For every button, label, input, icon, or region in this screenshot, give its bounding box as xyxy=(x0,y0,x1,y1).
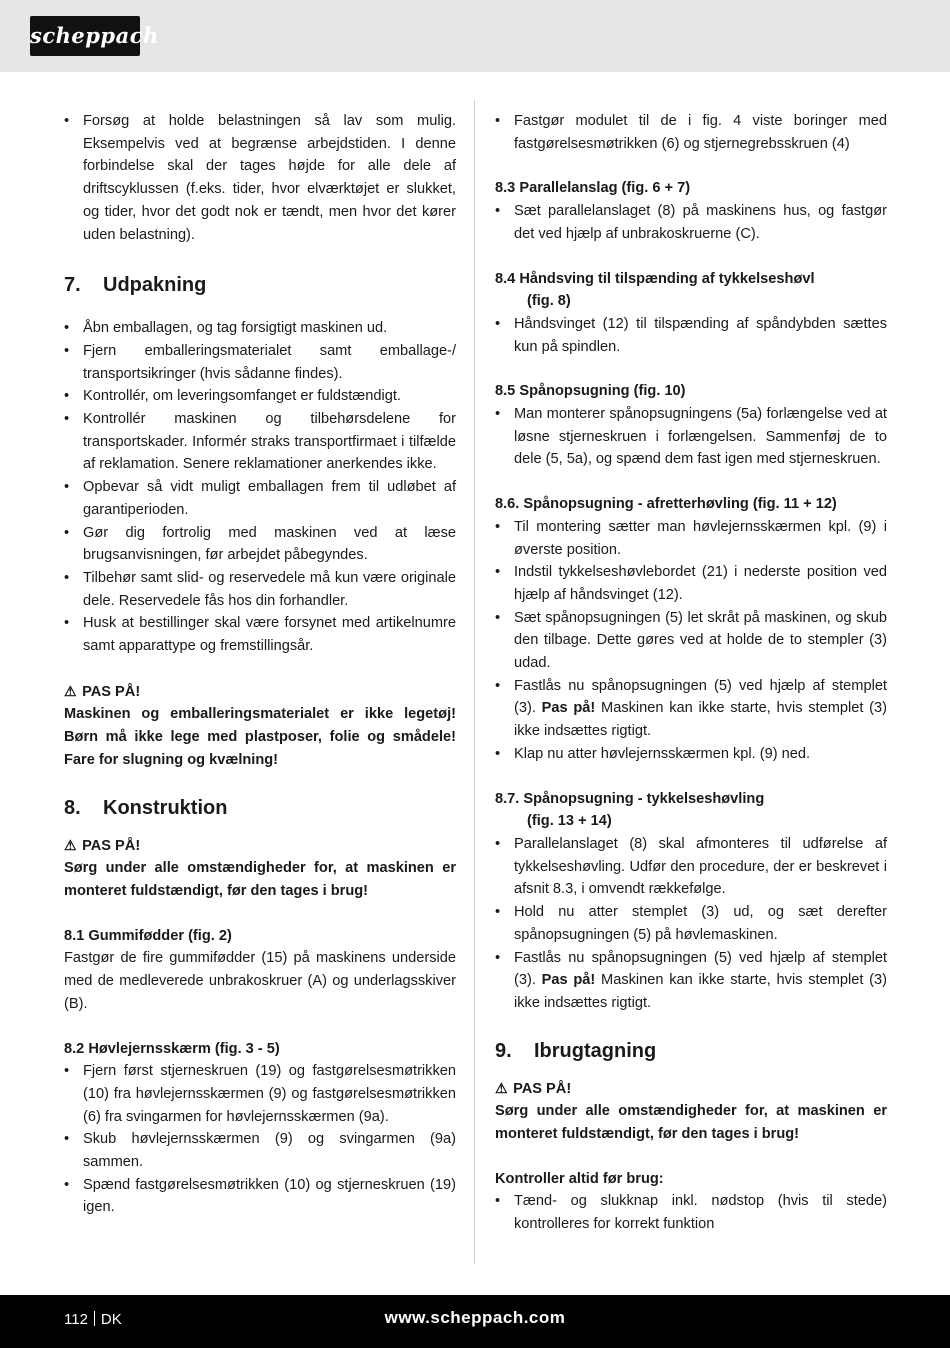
list-item: • Sæt parallelanslaget (8) på maskinens hus, og fastgør det ved hjælp af unbrakoskruerne (C). xyxy=(495,200,887,245)
crank-list xyxy=(495,313,887,358)
warning-text: Sørg under alle omstændigheder for, at maskinen er monteret fuldstændigt, før den tages i brug! xyxy=(64,860,456,899)
subsection-heading-8-2: 8.2 Høvlejernsskærm (fig. 3 - 5) xyxy=(64,1040,280,1057)
list-item: • Kontrollér, om leveringsomfanget er fuldstændigt. xyxy=(64,385,456,408)
subsection-heading-8-3: 8.3 Parallelanslag (fig. 6 + 7) xyxy=(495,180,691,197)
guard-list xyxy=(64,1060,456,1219)
list-item: • Fjern emballeringsmaterialet samt emballage-/ transportsikringer (hvis sådanne findes). xyxy=(64,340,456,385)
list-item: • Man monterer spånopsugningens (5a) forlængelse ved at løsne stjerneskruen i forlængelsen. Sammenføj de to dele (5, 5a), og spænd dem fast igen med stjerneskruen. xyxy=(495,403,887,471)
list-item: • Tænd- og slukknap inkl. nødstop (hvis til stede) kontrolleres for korrekt funktion xyxy=(495,1190,887,1235)
list-item: • Spænd fastgørelsesmøtrikken (10) og stjerneskruen (19) igen. xyxy=(64,1174,456,1219)
warning-label: ⚠ PAS PÅ! xyxy=(495,1077,887,1101)
thicknessing-extraction-list xyxy=(495,833,887,1015)
warning-icon: ⚠ xyxy=(64,836,77,853)
unpacking-list xyxy=(64,317,456,658)
checklist-heading: Kontroller altid før brug: xyxy=(495,1170,664,1187)
brand-logo: scheppach xyxy=(30,16,140,56)
left-column xyxy=(64,110,456,1219)
section-heading-7: 7. Udpakning xyxy=(64,274,207,297)
right-column xyxy=(495,110,887,1236)
module-list xyxy=(495,110,887,155)
list-item: • Fastlås nu spånopsugningen (5) ved hjælp af stemplet (3). Pas på! Maskinen kan ikke starte, hvis stemplet (3) ikke indsættes rigtigt. xyxy=(495,947,887,1015)
checklist xyxy=(495,1190,887,1235)
page-footer xyxy=(0,1295,950,1348)
warning-label: ⚠ PAS PÅ! xyxy=(64,680,456,704)
list-item: • Gør dig fortrolig med maskinen ved at læse brugsanvisningen, før arbejdet påbegyndes. xyxy=(64,522,456,567)
extraction-list xyxy=(495,403,887,471)
list-item: • Tilbehør samt slid- og reservedele må kun være originale dele. Reservedele fås hos din forhandler. xyxy=(64,567,456,612)
section-heading-8: 8. Konstruktion xyxy=(64,796,228,819)
subsection-heading-8-4-fig: (fig. 8) xyxy=(527,293,571,310)
page-number: 112 DK xyxy=(64,1311,122,1328)
page-header xyxy=(0,0,950,72)
column-divider xyxy=(474,100,475,1264)
list-item: • Sæt spånopsugningen (5) let skråt på maskinen, og skub den tilbage. Dette gøres ved at holde de to stempler (3) udad. xyxy=(495,607,887,675)
list-item: • Åbn emballagen, og tag forsigtigt maskinen ud. xyxy=(64,317,456,340)
list-item: • Hold nu atter stemplet (3) ud, og sæt derefter spånopsugningen (5) på høvlemaskinen. xyxy=(495,901,887,946)
warning-icon: ⚠ xyxy=(64,682,77,699)
website-link[interactable]: www.scheppach.com xyxy=(384,1308,566,1327)
fence-list xyxy=(495,200,887,245)
warning-text: Sørg under alle omstændigheder for, at maskinen er monteret fuldstændigt, før den tages i brug! xyxy=(495,1103,887,1143)
subsection-heading-8-6: 8.6. Spånopsugning - afretterhøvling (fig. 11 + 12) xyxy=(495,496,837,513)
list-item: • Håndsvinget (12) til tilspænding af spåndybden sættes kun på spindlen. xyxy=(495,313,887,358)
planing-extraction-list xyxy=(495,516,887,766)
list-item: • Kontrollér maskinen og tilbehørsdelene for transportskader. Informér straks transportfirmaet i tilfælde af reklamation. Senere reklamationer anerkendes ikke. xyxy=(64,408,456,476)
list-item: • Til montering sætter man høvlejernsskærmen kpl. (9) i øverste position. xyxy=(495,516,887,561)
warning-icon: ⚠ xyxy=(495,1079,508,1096)
subsection-heading-8-4: 8.4 Håndsving til tilspænding af tykkelseshøvl xyxy=(495,270,815,287)
list-item: • Indstil tykkelseshøvlebordet (21) i nederste position ved hjælp af håndsvinget (12). xyxy=(495,561,887,606)
warning-label: ⚠ PAS PÅ! xyxy=(64,834,456,858)
subsection-heading-8-7: 8.7. Spånopsugning - tykkelseshøvling xyxy=(495,790,765,807)
list-item: • Husk at bestillinger skal være forsynet med artikelnumre samt apparattype og fremstillingsår. xyxy=(64,612,456,657)
subsection-heading-8-5: 8.5 Spånopsugning (fig. 10) xyxy=(495,383,686,400)
list-item: • Fastgør modulet til de i fig. 4 viste boringer med fastgørelsesmøtrikken (6) og stjernegrebsskruen (4) xyxy=(495,110,887,155)
list-item: • Klap nu atter høvlejernsskærmen kpl. (9) ned. xyxy=(495,743,887,766)
list-item: • Fjern først stjerneskruen (19) og fastgørelsesmøtrikken (10) fra høvlejernsskærmen (9) og fastgørelsesmøtrikken (6) fra svingarmen for høvlejernsskærmen (9a). xyxy=(64,1060,456,1128)
list-item: • Forsøg at holde belastningen så lav som mulig. Eksempelvis ved at begrænse arbejdstiden. I denne forbindelse skal der tages højde for alle dele af driftscyklussen (f.eks. tider, hvor elværktøjet er slukket, og tider, hvor det godt nok er tændt, men hvor det kører uden belastning). xyxy=(64,110,456,246)
list-item: • Fastlås nu spånopsugningen (5) ved hjælp af stemplet (3). Pas på! Maskinen kan ikke starte, hvis stemplet (3) ikke indsættes rigtigt. xyxy=(495,675,887,743)
list-item: • Skub høvlejernsskærmen (9) og svingarmen (9a) sammen. xyxy=(64,1128,456,1173)
warning-text: Maskinen og emballeringsmaterialet er ikke legetøj! Børn må ikke lege med plastposer, folie og smådele! Fare for slugning og kvælning! xyxy=(64,706,456,768)
paragraph: Fastgør de fire gummifødder (15) på maskinens underside med de medleverede unbrakoskruer (A) og underlagsskiver (B). xyxy=(64,950,456,1012)
section-heading-9: 9. Ibrugtagning xyxy=(495,1039,657,1062)
intro-list xyxy=(64,110,456,246)
list-item: • Parallelanslaget (8) skal afmonteres til udførelse af tykkelseshøvling. Udfør den procedure, der er beskrevet i afsnit 8.3, i omvendt rækkefølge. xyxy=(495,833,887,901)
subsection-heading-8-1: 8.1 Gummifødder (fig. 2) xyxy=(64,927,232,944)
subsection-heading-8-7-fig: (fig. 13 + 14) xyxy=(527,813,612,830)
list-item: • Opbevar så vidt muligt emballagen frem til udløbet af garantiperioden. xyxy=(64,476,456,521)
